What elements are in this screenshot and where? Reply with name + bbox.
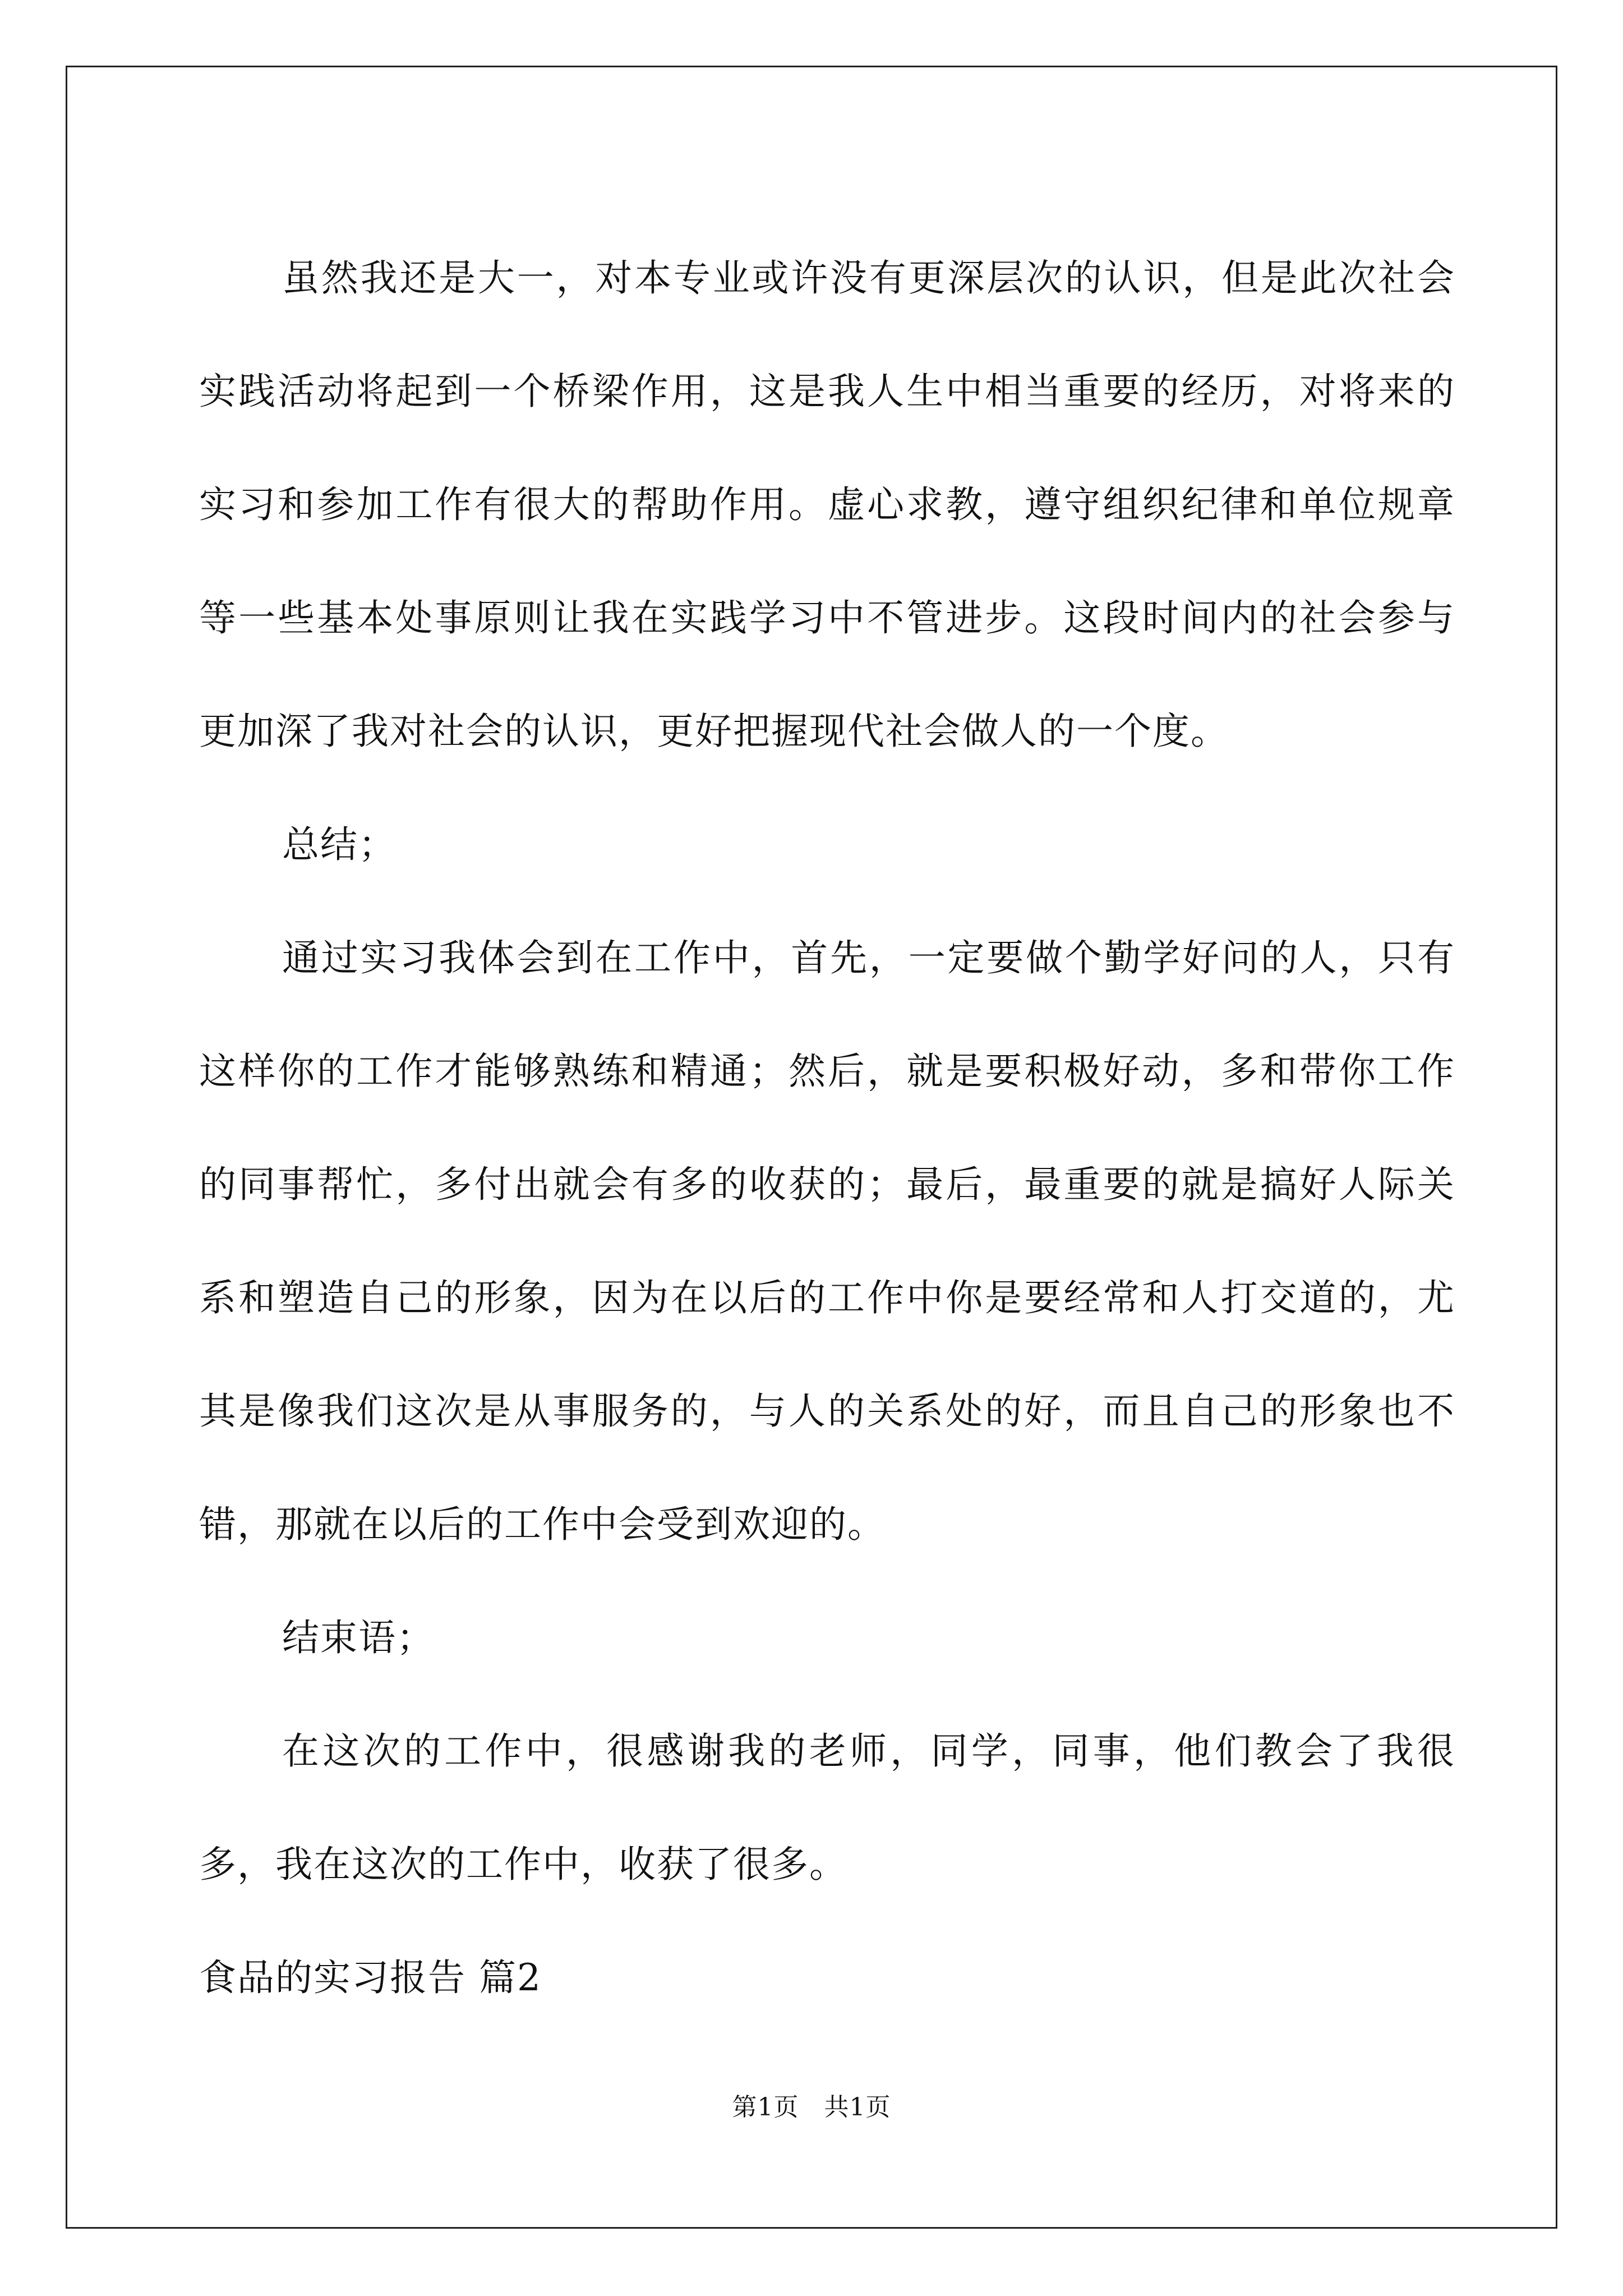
paragraph-summary-heading: 总结；: [282, 823, 396, 866]
paragraph-closing-body: 在这次的工作中，很感谢我的老师，同学，同事，他们教会了我很多，我在这次的工作中，收获了很多。: [199, 1729, 1455, 1886]
page-number-footer: 第1页 共1页: [732, 2093, 891, 2122]
paragraph-practice-reflection: 虽然我还是大一，对本专业或许没有更深层次的认识，但是此次社会实践活动将起到一个桥梁作用，这是我人生中相当重要的经历，对将来的实习和参加工作有很大的帮助作用。虚心求教，遵守组织纪律和单位规章等一些基本处事原则让我在实践学习中不管进步。这段时间内的社会参与更加深了我对社会的认识，更好把握现代社会做人的一个度。: [199, 256, 1455, 753]
document-body: [199, 222, 1455, 2035]
paragraph-summary-body: 通过实习我体会到在工作中，首先，一定要做个勤学好问的人，只有这样你的工作才能够熟练和精通；然后，就是要积极好动，多和带你工作的同事帮忙，多付出就会有多的收获的；最后，最重要的就是搞好人际关系和塑造自己的形象，因为在以后的工作中你是要经常和人打交道的，尤其是像我们这次是从事服务的，与人的关系处的好，而且自己的形象也不错，那就在以后的工作中会受到欢迎的。: [199, 936, 1455, 1546]
section-heading: 食品的实习报告 篇2: [199, 1956, 542, 1999]
paragraph-closing-heading: 结束语；: [282, 1616, 435, 1659]
